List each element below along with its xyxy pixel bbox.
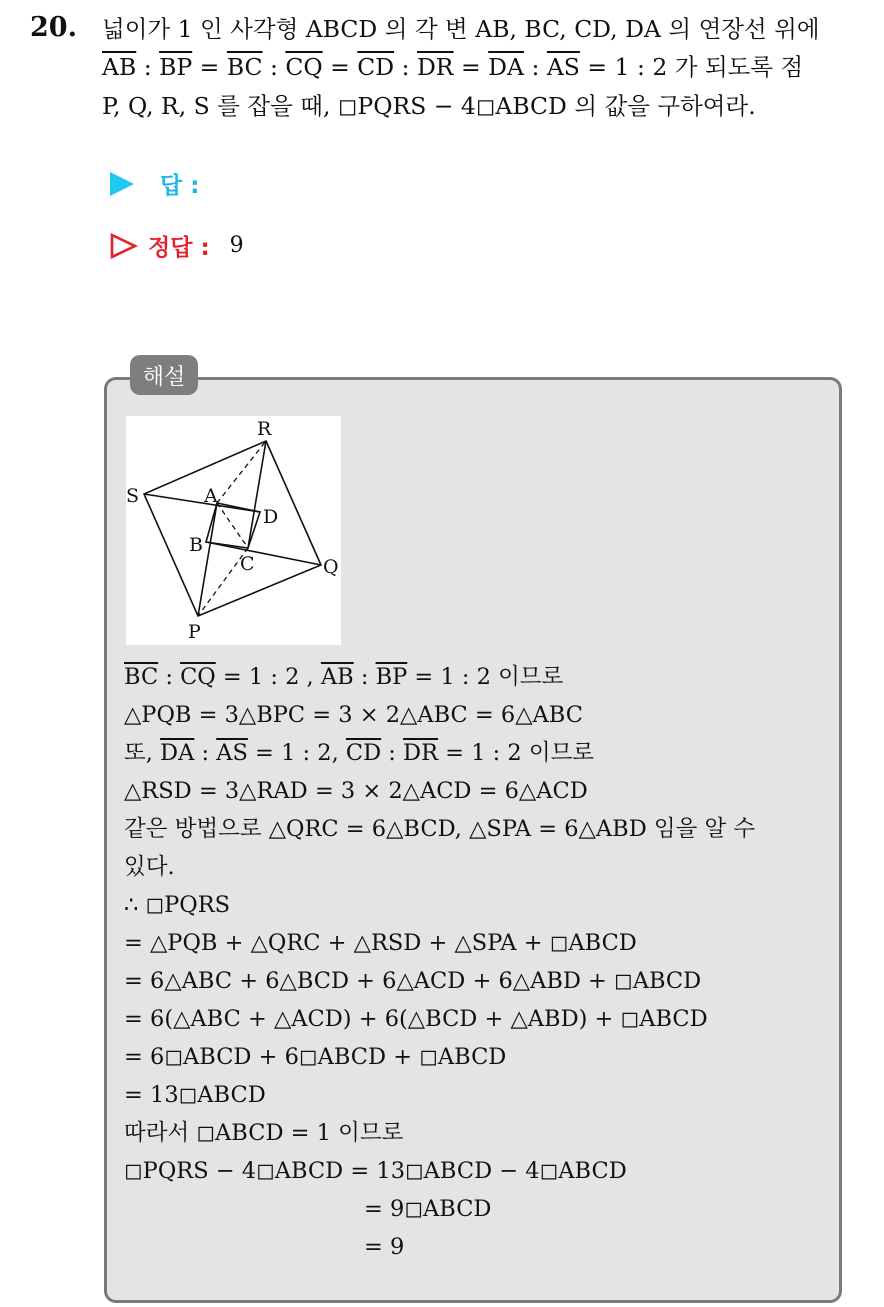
label-b: B <box>189 534 203 556</box>
seg-bc: $\overline{BC}$ <box>226 53 263 81</box>
seg-bp: $\overline{BP}$ <box>375 664 408 690</box>
seg-cq: $\overline{CQ}$ <box>180 664 216 690</box>
seg-as: $\overline{AS}$ <box>216 740 248 766</box>
dash-a-r <box>217 441 266 503</box>
ratio-tail: = 1 : 2 가 되도록 점 <box>579 53 804 81</box>
label-r: R <box>257 418 272 440</box>
seg-da: $\overline{DA}$ <box>160 740 195 766</box>
seg-cq: $\overline{CQ}$ <box>285 53 323 81</box>
label-c: C <box>240 553 255 575</box>
quad-pqrs <box>144 441 321 616</box>
text-part: 또, <box>124 740 161 766</box>
ratio-sep: : <box>394 53 417 81</box>
seg-cd: $\overline{CD}$ <box>357 53 395 81</box>
solution-line-1 <box>124 662 563 692</box>
solution-line-5: 같은 방법으로 △QRC = 6△BCD, △SPA = 6△ABD 임을 알 수 <box>124 816 756 842</box>
seg-ab: $\overline{AB}$ <box>102 53 137 81</box>
line-s-d <box>144 494 260 512</box>
solution-line-16: = 9 <box>364 1234 405 1260</box>
solution-line-7: ∴ ◻PQRS <box>124 892 231 918</box>
line-r-c <box>248 441 266 548</box>
seg-bc: $\overline{BC}$ <box>124 664 159 690</box>
solution-line-3 <box>124 738 594 768</box>
problem-line-2 <box>102 52 803 82</box>
solution-line-4: △RSD = 3△RAD = 3 × 2△ACD = 6△ACD <box>124 778 588 804</box>
solution-line-12: = 13◻ABCD <box>124 1082 266 1108</box>
solution-line-8: = △PQB + △QRC + △RSD + △SPA + ◻ABCD <box>124 930 637 956</box>
label-p: P <box>188 621 201 643</box>
label-q: Q <box>323 556 339 578</box>
problem-line-3: P, Q, R, S 를 잡을 때, ◻PQRS − 4◻ABCD 의 값을 구하여라. <box>102 92 756 120</box>
answer-label: 답 : <box>160 173 200 199</box>
text-part: = 1 : 2 , <box>215 664 321 690</box>
ratio-eq: = <box>453 53 489 81</box>
seg-dr: $\overline{DR}$ <box>403 740 439 766</box>
ratio-eq: = <box>192 53 227 81</box>
problem-number: 20. <box>30 12 77 43</box>
outline-triangle-icon <box>110 233 138 259</box>
text-part: : <box>353 664 376 690</box>
line-q-b <box>206 542 321 565</box>
seg-da: $\overline{DA}$ <box>488 53 524 81</box>
seg-cd: $\overline{CD}$ <box>345 740 382 766</box>
solution-line-11: = 6◻ABCD + 6◻ABCD + ◻ABCD <box>124 1044 507 1070</box>
text-part: = 1 : 2 이므로 <box>407 664 564 690</box>
text-part: : <box>381 740 404 766</box>
seg-bp: $\overline{BP}$ <box>159 53 193 81</box>
solution-line-10: = 6(△ABC + △ACD) + 6(△BCD + △ABD) + ◻ABCD <box>124 1006 708 1032</box>
line-p-a <box>198 503 217 616</box>
text-part: : <box>194 740 217 766</box>
play-triangle-icon <box>110 172 134 196</box>
label-d: D <box>263 506 279 528</box>
solution-line-6: 있다. <box>124 854 175 880</box>
label-a: A <box>204 485 218 507</box>
label-s: S <box>126 485 140 507</box>
correct-answer-row <box>110 229 244 262</box>
solution-line-14: ◻PQRS − 4◻ABCD = 13◻ABCD − 4◻ABCD <box>124 1158 627 1184</box>
geometry-figure <box>126 416 341 645</box>
correct-answer-value: 9 <box>229 233 244 258</box>
solution-line-2: △PQB = 3△BPC = 3 × 2△ABC = 6△ABC <box>124 702 583 728</box>
correct-answer-label: 정답 : <box>148 235 210 261</box>
solution-line-15: = 9◻ABCD <box>364 1196 492 1222</box>
seg-dr: $\overline{DR}$ <box>416 53 454 81</box>
text-part: = 1 : 2, <box>247 740 346 766</box>
problem-line-1: 넓이가 1 인 사각형 ABCD 의 각 변 AB, BC, CD, DA 의 연장선 위에 <box>102 15 820 43</box>
ratio-sep: : <box>136 53 160 81</box>
seg-ab: $\overline{AB}$ <box>320 664 354 690</box>
text-part: = 1 : 2 이므로 <box>438 740 595 766</box>
answer-row <box>110 167 199 200</box>
ratio-sep: : <box>262 53 286 81</box>
solution-line-13: 따라서 ◻ABCD = 1 이므로 <box>124 1120 404 1146</box>
ratio-eq: = <box>322 53 358 81</box>
text-part: : <box>158 664 181 690</box>
seg-as: $\overline{AS}$ <box>546 53 580 81</box>
explanation-tag: 해설 <box>130 355 198 395</box>
ratio-sep: : <box>523 53 547 81</box>
solution-line-9: = 6△ABC + 6△BCD + 6△ACD + 6△ABD + ◻ABCD <box>124 968 702 994</box>
